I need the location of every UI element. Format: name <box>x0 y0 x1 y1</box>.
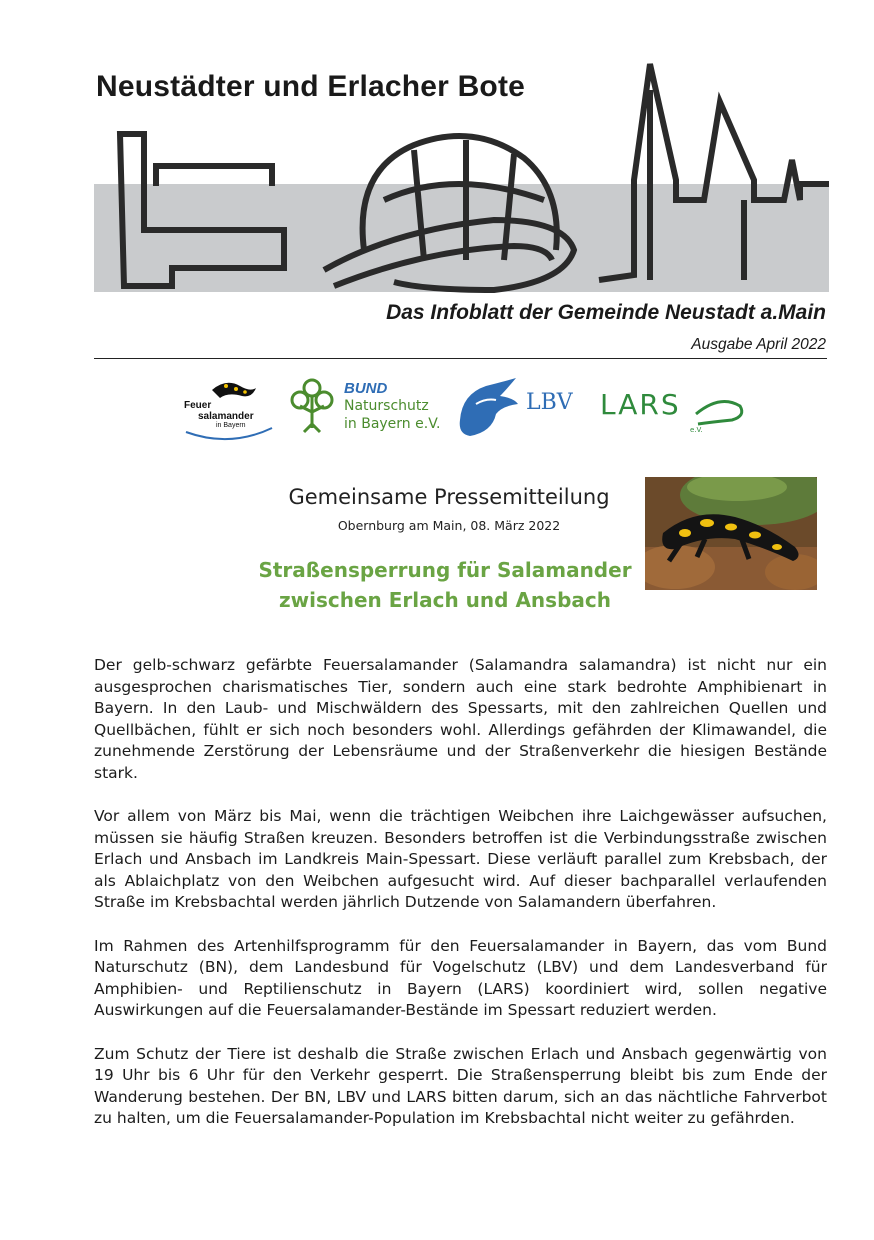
bund-logo-line1: BUND <box>344 380 388 397</box>
snake-icon <box>600 388 746 440</box>
bund-logo-line2: Naturschutz <box>344 398 429 414</box>
article-headline-line1: Straßensperrung für Salamander <box>258 558 632 582</box>
press-release-heading: Gemeinsame Pressemitteilung <box>288 485 610 509</box>
bund-logo <box>290 378 441 438</box>
feuersalamander-logo-line1: Feuer <box>184 400 212 411</box>
salamander-photo <box>645 477 817 590</box>
article-paragraph: Vor allem von März bis Mai, wenn die trächtigen Weibchen ihre Laichgewässer aufsuchen, müssen sie häufig Straßen kreuzen. Besonders betroffen ist die Verbindungsstraße zwischen Erlach und Ansbach im Landkreis Main-Spessart. Diese verläuft parallel zum Krebsbach, der als Ablaichplatz von den Weibchen aufgesucht wird. Auf dieser bachparallel verlaufenden Straße im Krebsbachtal werden jährlich Dutzende von Salamandern überfahren. <box>94 807 827 911</box>
press-release-dateline: Obernburg am Main, 08. März 2022 <box>337 518 561 533</box>
bund-tree-icon <box>290 378 334 436</box>
feuersalamander-logo-line3: in Bayern <box>216 422 246 429</box>
article-body <box>94 655 827 1152</box>
lars-logo-text: LARS <box>600 388 681 421</box>
newspaper-subtitle: Das Infoblatt der Gemeinde Neustadt a.Main <box>386 301 826 324</box>
header-divider <box>94 358 827 359</box>
newspaper-title: Neustädter und Erlacher Bote <box>96 70 526 103</box>
lars-logo-sub: e.V. <box>690 426 703 434</box>
feuersalamander-logo <box>182 374 278 442</box>
article-paragraph: Zum Schutz der Tiere ist deshalb die Straße zwischen Erlach und Ansbach gegenwärtig von 19 Uhr bis 6 Uhr für den Verkehr gesperrt. Die Straßensperrung bleibt bis zum Ende der Wanderung bestehen. Der BN, LBV und LARS bitten darum, sich an das nächtliche Fahrverbot zu halten, um die Feuersalamander-Population im Krebsbachtal nicht weiter zu gefährden. <box>94 1044 827 1127</box>
lars-logo <box>600 388 746 440</box>
article-headline <box>200 555 690 615</box>
article-paragraph: Der gelb-schwarz gefärbte Feuersalamander (Salamandra salamandra) ist nicht nur ein ausgesprochen charismatisches Tier, sondern auch eine stark bedrohte Amphibienart in Bayern. In den Laub- und Mischwäldern des Spessarts, mit den zahlreichen Quellen und Quellbächen, fühlt er sich noch besonders wohl. Allerdings gefährden der Klimawandel, die zunehmende Zerstörung der Lebensräume und der Straßenverkehr die hiesigen Bestände stark. <box>94 656 827 782</box>
feuersalamander-logo-line2: salamander <box>198 411 254 422</box>
lbv-logo <box>456 376 582 438</box>
bund-logo-line3: in Bayern e.V. <box>344 416 441 432</box>
article-headline-line2: zwischen Erlach und Ansbach <box>279 588 611 612</box>
kingfisher-icon <box>456 376 520 438</box>
lbv-logo-text: LBV <box>526 390 573 415</box>
issue-date: Ausgabe April 2022 <box>691 336 826 353</box>
article-paragraph: Im Rahmen des Artenhilfsprogramm für den Feuersalamander in Bayern, das vom Bund Naturschutz (BN), dem Landesbund für Vogelschutz (LBV) und dem Landesverband für Amphibien- und Reptilienschutz in Bayern (LARS) koordiniert wird, sollen negative Auswirkungen auf die Feuersalamander-Bestände im Spessart reduziert werden. <box>94 936 827 1019</box>
